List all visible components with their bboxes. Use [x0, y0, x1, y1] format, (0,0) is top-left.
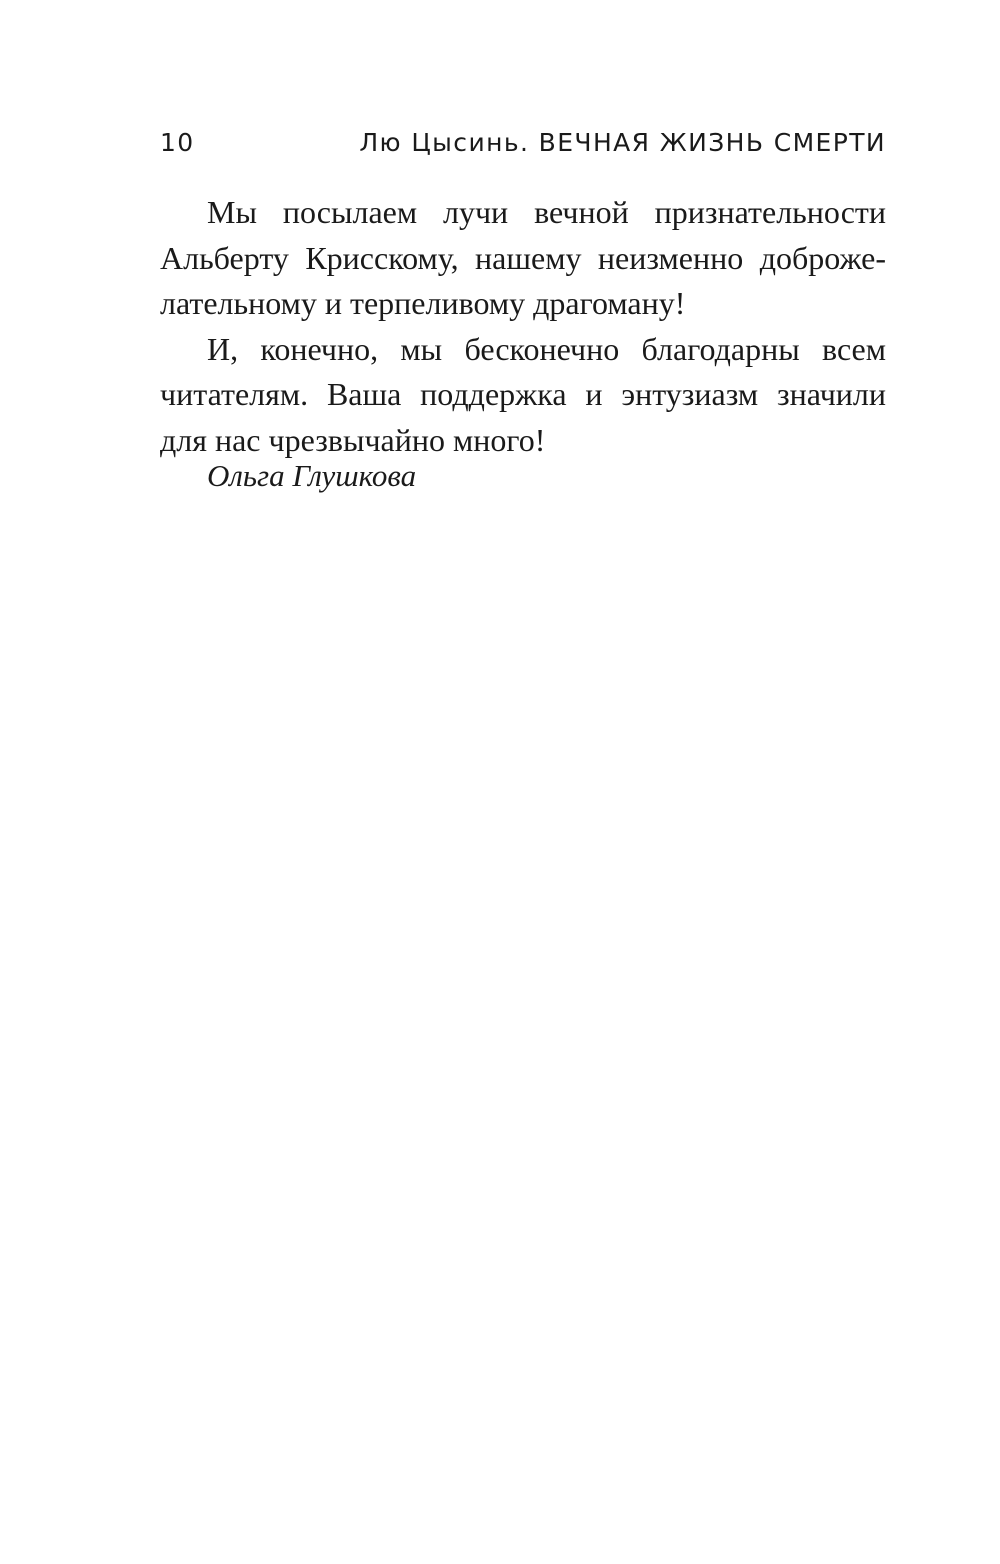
signature: Ольга Глушкова — [207, 458, 417, 493]
text-line: И, конечно, мы бесконечно благодарны всем — [207, 330, 886, 367]
text-line: читателям. Ваша поддержка и энтузиазм значили — [160, 376, 886, 412]
paragraph — [160, 327, 886, 464]
text-line: для нас чрезвычайно много! — [160, 421, 546, 458]
text-line: Альберту Крисскому, нашему неизменно доброже- — [160, 239, 886, 276]
running-header — [160, 128, 886, 168]
text-line: Мы посылаем лучи вечной признательности — [207, 194, 886, 230]
body-text — [160, 190, 886, 463]
text-line: лательному и терпеливому драгоману! — [160, 285, 686, 321]
paragraph — [160, 190, 886, 327]
page-number: 10 — [160, 128, 195, 157]
running-title: Лю Цысинь. ВЕЧНАЯ ЖИЗНЬ СМЕРТИ — [359, 128, 886, 157]
